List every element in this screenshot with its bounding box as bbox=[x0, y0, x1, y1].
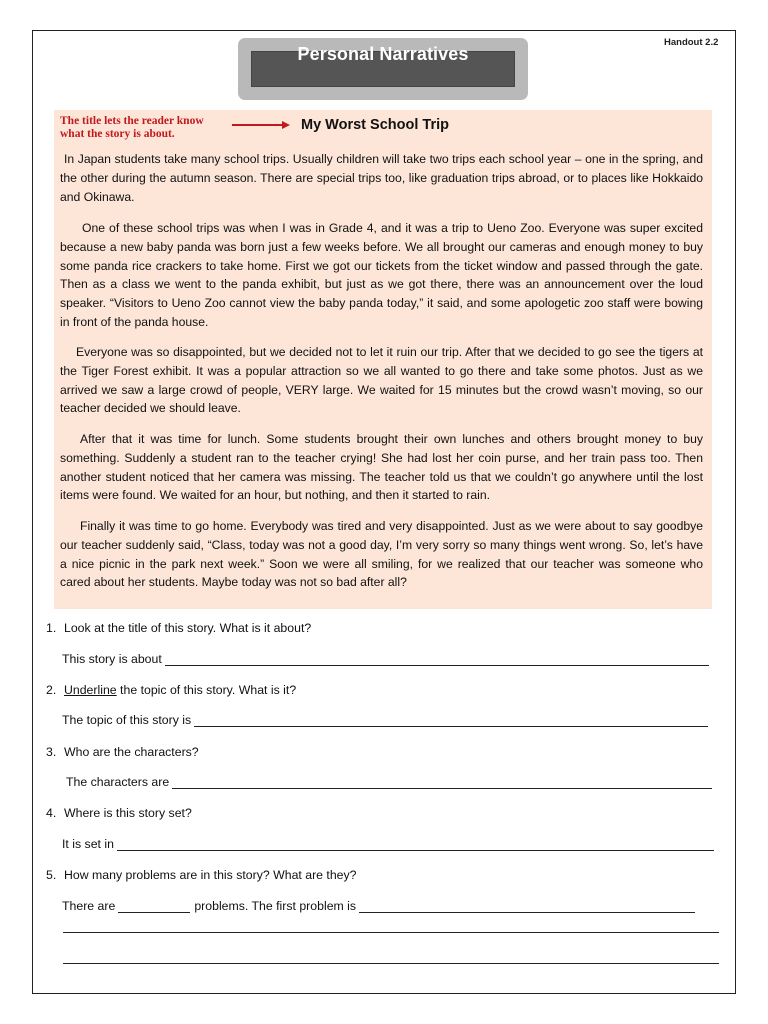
story-paragraph: After that it was time for lunch. Some students brought their own lunches and others brought money to buy something. Suddenly a student ran to the teacher crying! She had lost her coin purse, and her train pass too. Then another student noticed that her camera was missing. The teacher told us that we couldn’t go anywhere until the lost items were found. We waited for an hour, but nothing, and then it started to rain. bbox=[60, 432, 703, 503]
story-paragraph: One of these school trips was when I was in Grade 4, and it was a trip to Ueno Zoo. Everyone was super excited because a new baby panda was born just a few weeks before. We all brought our cameras and enough money to buy some panda rice crackers to take home. First we got our tickets from the ticket window and passed through the gate. Then as a class we went to the panda exhibit, but just as we got there, there was an announcement over the loud speaker. “Visitors to Ueno Zoo cannot view the baby panda today,” it said, and some apologetic zoo staff were bowing in front of the panda house. bbox=[60, 221, 703, 329]
answer-blank-5d[interactable] bbox=[63, 963, 719, 964]
question-4: 4. Where is this story set? bbox=[46, 806, 192, 820]
answer-row-4: It is set in bbox=[62, 837, 714, 851]
question-1: 1. Look at the title of this story. What is it about? bbox=[46, 621, 312, 635]
story-paragraph: Finally it was time to go home. Everybody was tired and very disappointed. Just as we were about to say goodbye our teacher suddenly said, “Class, today was not a good day, I’m very sorry so many things went wrong. So, let’s have a nice picnic in the park next week.” Soon we were all smiling, for we realized that our teacher was someone who cared about her students. Maybe today was not so bad after all? bbox=[60, 519, 703, 590]
title-annotation: The title lets the reader know what the story is about. bbox=[60, 115, 204, 140]
answer-row-1: This story is about bbox=[62, 652, 709, 666]
story-paragraph: In Japan students take many school trips. Usually children will take two trips each school year – one in the spring, and the other during the autumn season. There are special trips too, like graduation trips abroad, or to places like Hokkaido and Okinawa. bbox=[60, 152, 703, 204]
question-5: 5. How many problems are in this story? What are they? bbox=[46, 868, 357, 882]
answer-row-2: The topic of this story is bbox=[62, 713, 708, 727]
handout-label: Handout 2.2 bbox=[664, 37, 719, 48]
answer-row-5: There are problems. The first problem is bbox=[62, 899, 695, 913]
answer-row-3: The characters are bbox=[66, 775, 712, 789]
story-paragraph: Everyone was so disappointed, but we decided not to let it ruin our trip. After that we decided to go see the tigers at the Tiger Forest exhibit. It was a popular attraction so we all wanted to go there and take some photos. Just as we arrived we saw a large crowd of people, VERY large. We waited for 15 minutes but the crowd wasn’t moving, so our teacher decided we should leave. bbox=[60, 345, 703, 416]
answer-blank-4[interactable] bbox=[117, 839, 714, 851]
answer-blank-3[interactable] bbox=[172, 777, 712, 789]
answer-blank-2[interactable] bbox=[194, 715, 708, 727]
answer-blank-5a[interactable] bbox=[118, 901, 190, 913]
story-title: My Worst School Trip bbox=[301, 117, 449, 133]
answer-blank-5c[interactable] bbox=[63, 932, 719, 933]
question-2: 2. Underline the topic of this story. What is it? bbox=[46, 683, 297, 697]
answer-blank-5b[interactable] bbox=[359, 901, 695, 913]
answer-blank-1[interactable] bbox=[165, 654, 709, 666]
question-3: 3. Who are the characters? bbox=[46, 745, 199, 759]
arrow-right-icon bbox=[232, 120, 292, 130]
page-title: Personal Narratives bbox=[297, 44, 469, 64]
